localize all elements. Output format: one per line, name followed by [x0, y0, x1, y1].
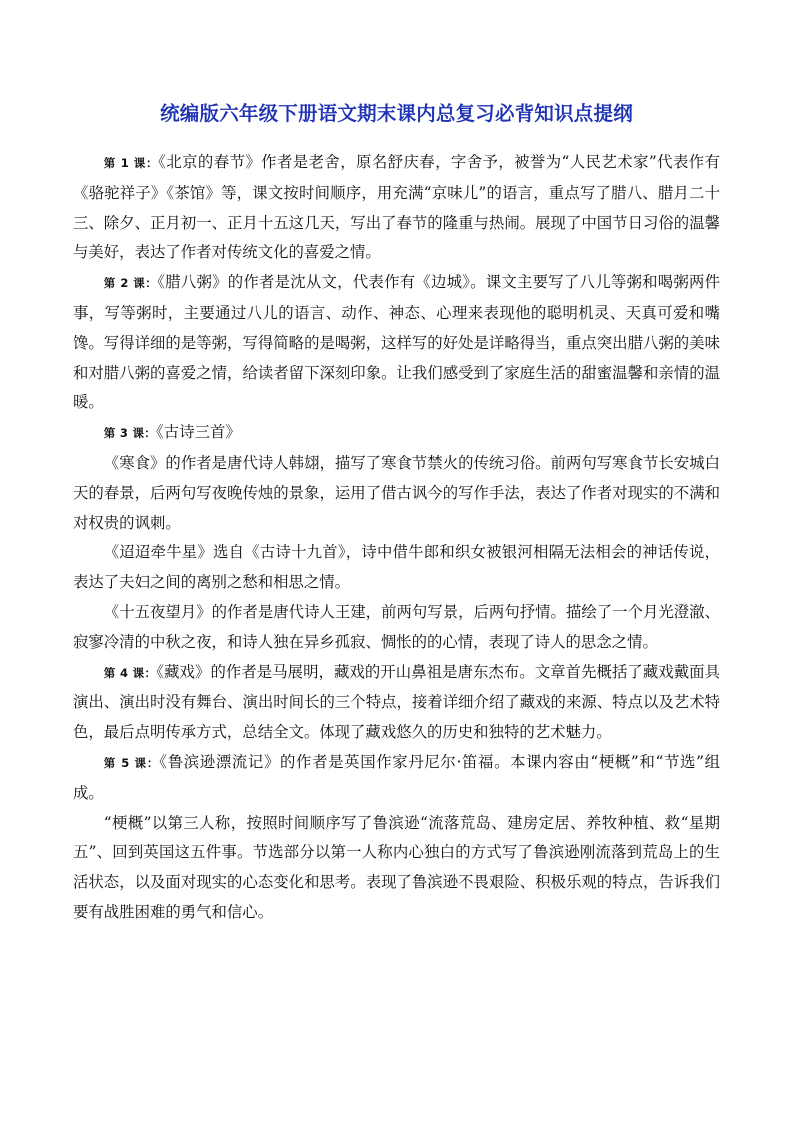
paragraph-poem-hanshi — [73, 449, 720, 538]
paragraph-text: 《北京的春节》作者是老舍，原名舒庆春，字舍予，被誉为“人民艺术家”代表作有《骆驼祥子》《茶馆》等，课文按时间顺序，用充满“京味儿”的语言，重点写了腊八、腊月二十三、除夕、正月初一、正月十五这几天，写出了春节的隆重与热闹。展现了中国节日习俗的温馨与美好，表达了作者对传统文化的喜爱之情。 — [73, 153, 720, 262]
paragraph-text: 《寒食》的作者是唐代诗人韩翃，描写了寒食节禁火的传统习俗。前两句写寒食节长安城白天的春景，后两句写夜晚传烛的景象，运用了借古讽今的写作手法，表达了作者对现实的不满和对权贵的讽刺。 — [73, 453, 720, 532]
document-title: 统编版六年级下册语文期末课内总复习必背知识点提纲 — [160, 102, 633, 125]
paragraph-lesson-1 — [73, 148, 720, 268]
paragraph-text: 《藏戏》的作者是马展明，藏戏的开山鼻祖是唐东杰布。文章首先概括了藏戏戴面具演出、演出时没有舞台、演出时间长的三个特点，接着详细介绍了藏戏的来源、特点以及艺术特色，最后点明传承方式，总结全文。体现了藏戏悠久的历史和独特的艺术魅力。 — [73, 662, 720, 742]
paragraph-text: 《腊八粥》的作者是沈从文，代表作有《边城》。课文主要写了八儿等粥和喝粥两件事，写等粥时，主要通过八儿的语言、动作、神态、心理来表现他的聪明机灵、天真可爱和嘴馋。写得详细的是等粥，写得简略的是喝粥，这样写的好处是详略得当，重点突出腊八粥的美味和对腊八粥的喜爱之情，给读者留下深刻印象。让我们感受到了家庭生活的甜蜜温馨和亲情的温暖。 — [73, 273, 720, 412]
paragraph-lesson-2 — [73, 268, 720, 418]
paragraph-lesson-5 — [73, 748, 720, 809]
paragraph-text: “梗概”以第三人称，按照时间顺序写了鲁滨逊“流落荒岛、建房定居、养牧种植、救“星期五”、回到英国这五件事。节选部分以第一人称内心独白的方式写了鲁滨逊刚流落到荒岛上的生活状态，以及面对现实的心态变化和思考。表现了鲁滨逊不畏艰险、积极乐观的特点，告诉我们要有战胜困难的勇气和信心。 — [73, 813, 720, 921]
paragraph-text: 《古诗三首》 — [156, 423, 241, 442]
paragraph-lesson-3 — [73, 418, 720, 449]
paragraph-text: 《鲁滨逊漂流记》的作者是英国作家丹尼尔·笛福。本课内容由“梗概”和“节选”组成。 — [73, 752, 720, 802]
paragraph-lesson-4 — [73, 658, 720, 748]
paragraph-text: 《迢迢牵牛星》选自《古诗十九首》，诗中借牛郎和织女被银河相隔无法相会的神话传说，表达了夫妇之间的离别之愁和相思之情。 — [73, 543, 720, 592]
lesson-number: 第 2 课： — [103, 276, 158, 291]
paragraph-poem-shiwuye — [73, 598, 720, 658]
paragraph-poem-tiaotiao — [73, 538, 720, 598]
paragraph-text: 《十五夜望月》的作者是唐代诗人王建，前两句写景，后两句抒情。描绘了一个月光澄澈、寂寥冷清的中秋之夜，和诗人独在异乡孤寂、惆怅的的心情，表现了诗人的思念之情。 — [73, 602, 720, 651]
paragraph-lesson-5-summary — [73, 809, 720, 928]
lesson-number: 第 3 课： — [103, 426, 157, 441]
lesson-number: 第 4 课： — [103, 665, 157, 680]
lesson-number: 第 5 课： — [103, 755, 160, 770]
lesson-number: 第 1 课： — [103, 156, 159, 170]
